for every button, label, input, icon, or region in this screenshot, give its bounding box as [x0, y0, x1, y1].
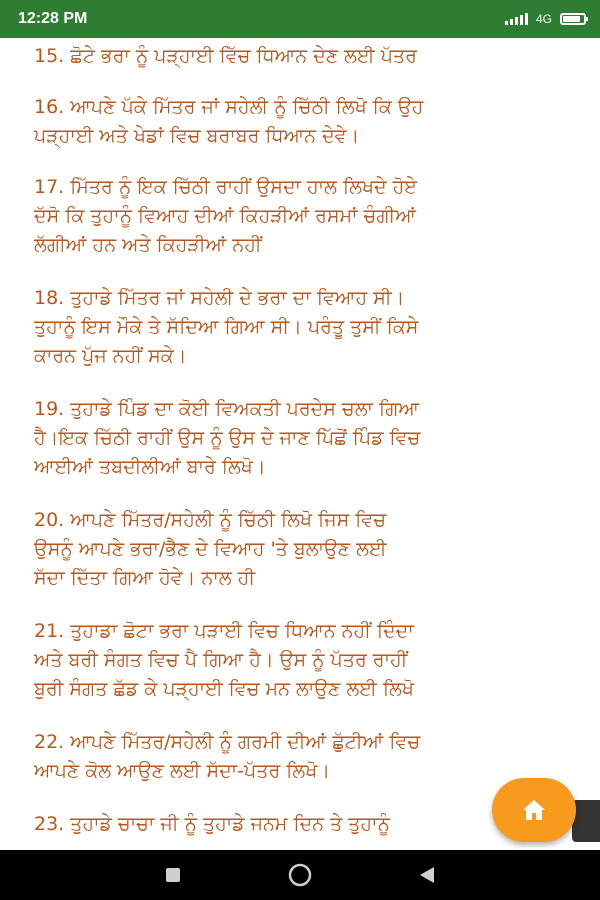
- item-line: 23. ਤੁਹਾਡੇ ਚਾਚਾ ਜੀ ਨੂੰ ਤੁਹਾਡੇ ਜਨਮ ਦਿਨ ਤੇ ਤੁਹਾਨੂੰ: [34, 813, 390, 835]
- item-line: ਆਈਆਂ ਤਬਦੀਲੀਆਂ ਬਾਰੇ ਲਿਖੋ।: [34, 456, 266, 478]
- home-fab-button[interactable]: [492, 778, 576, 842]
- item-line: ਅਤੇ ਬਰੀ ਸੰਗਤ ਵਿਚ ਪੈ ਗਿਆ ਹੈ। ਉਸ ਨੂੰ ਪੱਤਰ ਰਾਹੀਂ: [34, 649, 408, 671]
- item-line: ਪੜ੍ਹਾਈ ਅਤੇ ਖੇਡਾਂ ਵਿਚ ਬਰਾਬਰ ਧਿਆਨ ਦੇਵੇ।: [34, 125, 360, 147]
- letter-topics-list[interactable]: [0, 38, 600, 850]
- item-line: ਲੱਗੀਆਂ ਹਨ ਅਤੇ ਕਿਹੜੀਆਂ ਨਹੀਂ: [34, 234, 262, 256]
- list-item-17[interactable]: [34, 173, 574, 260]
- network-type: 4G: [535, 12, 552, 26]
- back-icon: [418, 865, 436, 885]
- nav-home-button[interactable]: [287, 862, 313, 888]
- item-line: ਤੁਹਾਨੂੰ ਇਸ ਮੌਕੇ ਤੇ ਸੱਦਿਆ ਗਿਆ ਸੀ। ਪਰੰਤੂ ਤੁਸੀਂ ਕਿਸੇ: [34, 316, 419, 338]
- list-item-19[interactable]: [34, 395, 574, 482]
- item-line: 21. ਤੁਹਾਡਾ ਛੋਟਾ ਭਰਾ ਪੜਾਈ ਵਿਚ ਧਿਆਨ ਨਹੀਂ ਦਿੰਦਾ: [34, 620, 414, 642]
- list-item-18[interactable]: [34, 284, 574, 371]
- item-line: 17. ਮਿੱਤਰ ਨੂੰ ਇਕ ਚਿੱਠੀ ਰਾਹੀਂ ਉਸਦਾ ਹਾਲ ਲਿਖਦੇ ਹੋਏ: [34, 176, 417, 198]
- status-bar: [0, 0, 600, 38]
- home-icon: [522, 799, 546, 821]
- item-line: 15. ਛੋਟੇ ਭਰਾ ਨੂੰ ਪੜ੍ਹਾਈ ਵਿੱਚ ਧਿਆਨ ਦੇਣ ਲਈ ਪੱਤਰ: [34, 45, 417, 67]
- item-line: 20. ਆਪਣੇ ਮਿੱਤਰ/ਸਹੇਲੀ ਨੂੰ ਚਿੱਠੀ ਲਿਖੋ ਜਿਸ ਵਿਚ: [34, 509, 387, 531]
- navigation-bar: [0, 850, 600, 900]
- item-line: 19. ਤੁਹਾਡੇ ਪਿੰਡ ਦਾ ਕੋਈ ਵਿਅਕਤੀ ਪਰਦੇਸ ਚਲਾ ਗਿਆ: [34, 398, 420, 420]
- home-circle-icon: [287, 862, 313, 888]
- recent-apps-icon: [165, 867, 181, 883]
- side-edge-tab[interactable]: [572, 800, 600, 842]
- list-item-22[interactable]: [34, 728, 574, 786]
- list-item-15[interactable]: [34, 42, 574, 71]
- item-line: ਹੈ।ਇਕ ਚਿੱਠੀ ਰਾਹੀਂ ਉਸ ਨੂੰ ਉਸ ਦੇ ਜਾਣ ਪਿੱਛੋਂ ਪਿੰਡ ਵਿਚ: [34, 427, 421, 449]
- item-line: 16. ਆਪਣੇ ਪੱਕੇ ਮਿੱਤਰ ਜਾਂ ਸਹੇਲੀ ਨੂੰ ਚਿੱਠੀ ਲਿਖੋ ਕਿ ਉਹ: [34, 96, 424, 118]
- item-line: 18. ਤੁਹਾਡੇ ਮਿੱਤਰ ਜਾਂ ਸਹੇਲੀ ਦੇ ਭਰਾ ਦਾ ਵਿਆਹ ਸੀ।: [34, 287, 405, 309]
- signal-icon: [505, 13, 528, 25]
- item-line: ਦੱਸੋ ਕਿ ਤੁਹਾਨੂੰ ਵਿਆਹ ਦੀਆਂ ਕਿਹੜੀਆਂ ਰਸਮਾਂ ਚੰਗੀਆਂ: [34, 205, 416, 227]
- battery-icon: [560, 13, 586, 25]
- item-line: ਉਸਨੂੰ ਆਪਣੇ ਭਰਾ/ਭੈਣ ਦੇ ਵਿਆਹ 'ਤੇ ਬੁਲਾਉਣ ਲਈ: [34, 538, 387, 560]
- list-item-21[interactable]: [34, 617, 574, 704]
- nav-back-button[interactable]: [414, 862, 440, 888]
- list-item-20[interactable]: [34, 506, 574, 593]
- nav-square-button[interactable]: [160, 862, 186, 888]
- item-line: ਸੱਦਾ ਦਿੱਤਾ ਗਿਆ ਹੋਵੇ। ਨਾਲ ਹੀ: [34, 567, 256, 589]
- item-line: ਕਾਰਨ ਪੁੱਜ ਨਹੀਂ ਸਕੇ।: [34, 345, 187, 367]
- status-time: 12:28 PM: [18, 10, 88, 27]
- list-item-16[interactable]: [34, 93, 574, 151]
- item-line: 22. ਆਪਣੇ ਮਿੱਤਰ/ਸਹੇਲੀ ਨੂੰ ਗਰਮੀ ਦੀਆਂ ਛੁੱਟੀਆਂ ਵਿਚ: [34, 731, 421, 753]
- item-line: ਆਪਣੇ ਕੋਲ ਆਉਣ ਲਈ ਸੱਦਾ-ਪੱਤਰ ਲਿਖੋ।: [34, 760, 331, 782]
- status-icons: [505, 12, 586, 26]
- item-line: ਬੁਰੀ ਸੰਗਤ ਛੱਡ ਕੇ ਪੜ੍ਹਾਈ ਵਿਚ ਮਨ ਲਾਉਣ ਲਈ ਲਿਖੋ: [34, 678, 414, 700]
